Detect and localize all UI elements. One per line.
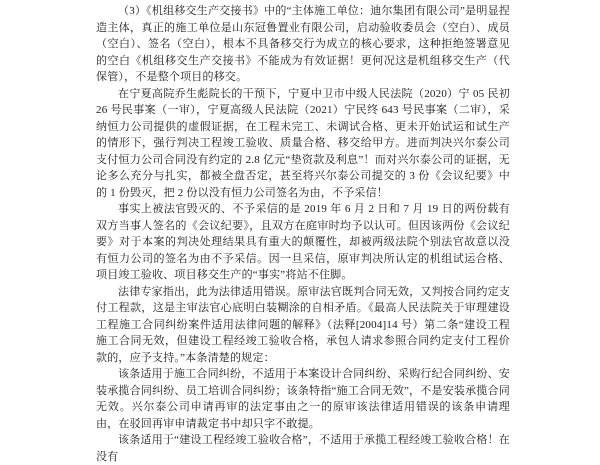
paragraph-clause-applicability: 该条适用于施工合同纠纷，不适用于本案设计合同纠纷、采购行纪合同纠纷、安装承揽合同纠纷、员工培训合同纠纷；该条特指“施工合同无效”，不是安装承揽合同无效。兴尔泰公司申请再审的法定事由之一的原审该法律适用错误的该条申请理由，在驳回再审申请裁定书中却只字不敢提。 xyxy=(96,368,510,430)
document-body xyxy=(96,3,510,465)
paragraph-unit-handover-evidence: （3）《机组移交生产交接书》中的“主体施工单位：迪尔集团有限公司”是明显捏造主体，真正的施工单位是山东冠鲁置业有限公司，启动验收委员会（空白）、成员（空白）、签名（空白），根本不具备移交行为成立的核心要求，这种拒绝签署意见的空白《机组移交生产交接书》不能成为有效证据！更何况这是机组移交生产（代保管），不是整个项目的移交。 xyxy=(96,5,510,83)
paragraph-legal-experts: 法律专家指出，此为法律适用错误。原审法官既判合同无效，又判按合同约定支付工程款，这是主审法官心底明白装糊涂的自相矛盾。《最高人民法院关于审理建设工程施工合同纠纷案件适用法律问题的解释》（法释[2004]14 号）第二条“建设工程施工合同无效，但建设工程经竣工验收合格，承包人请求参照合同约定支付工程价款的，应予支持。”本条清楚的规定： xyxy=(96,285,510,364)
paragraph-clause-acceptance: 该条适用于“建设工程经竣工验收合格”，不适用于承揽工程经竣工验收合格！在没有 xyxy=(96,434,510,463)
paragraph-court-rulings: 在宁夏高院乔生彪院长的干预下，宁夏中卫市中级人民法院（2020）宁 05 民初 26 号民事案（一审），宁夏高级人民法院（2021）宁民终 643 号民事案（二审），采纳恒力公司提供的虚假证据，在工程未完工、未调试合格、更未开始试运和试生产的情形下，强行判决工程竣工验收、质量合格、移交给甲方。进而判决兴尔泰公司支付恒力公司合同没有约定的 2.8 亿元“垫资款及利息”！而对兴尔泰公司的证据，无论多么充分与扎实，都被全盘否定，甚至将兴尔泰公司提交的 3 份《会议纪要》中的 1 份毁灭，把 2 份以没有恒力公司签名为由，不予采信！ xyxy=(96,87,510,199)
paragraph-meeting-minutes: 事实上被法官毁灭的、不予采信的是 2019 年 6 月 2 日和 7 月 19 日的两份载有双方当事人签名的《会议纪要》，且双方在庭审时均予以认可。但因该两份《会议纪要》对于本案的判决处理结果具有重大的颠覆性，却被两级法院个别法官故意以没有恒力公司的签名为由不予采信。因一旦采信，原审判决所认定的机组试运合格、项目竣工验收、项目移交生产的“事实”将站不住脚。 xyxy=(96,203,510,281)
